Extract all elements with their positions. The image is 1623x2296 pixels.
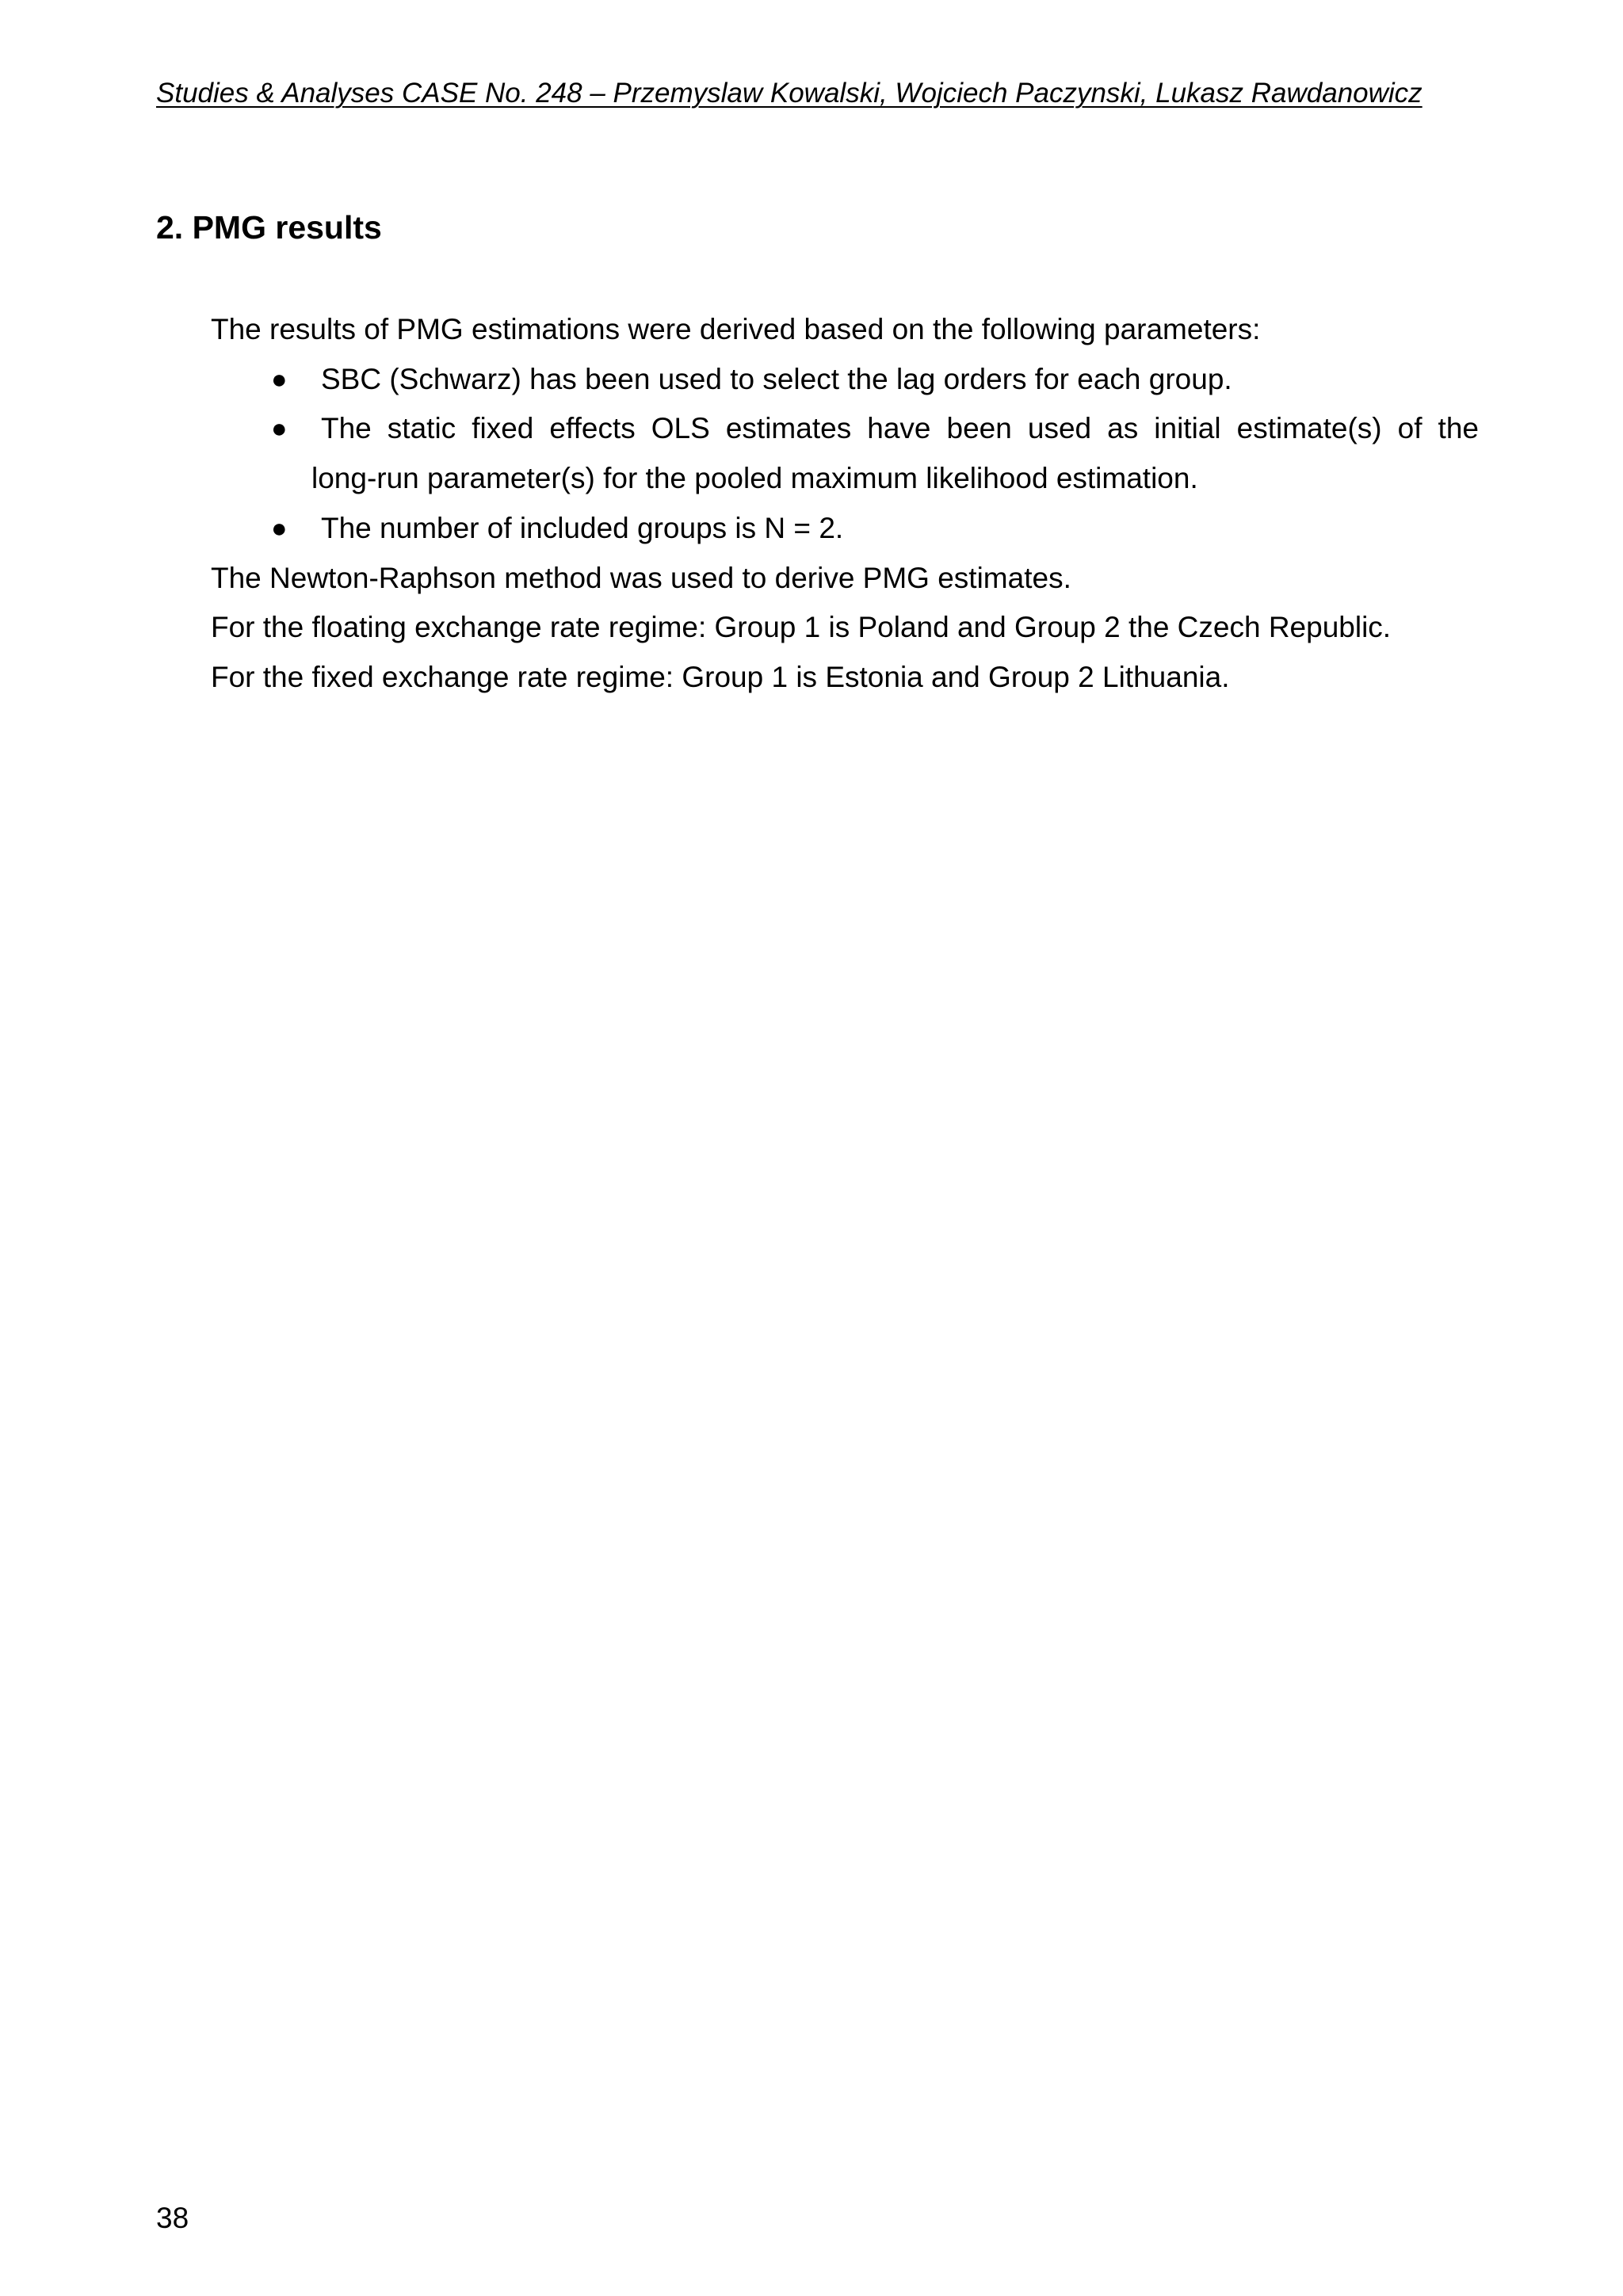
list-item	[211, 504, 1479, 554]
parameter-list	[211, 355, 1479, 554]
running-header: Studies & Analyses CASE No. 248 – Przemyslaw Kowalski, Wojciech Paczynski, Lukasz Rawdanowicz	[156, 78, 1423, 109]
section-heading: 2. PMG results	[156, 209, 382, 246]
list-item-text: SBC (Schwarz) has been used to select the lag orders for each group.	[321, 362, 1232, 395]
bullet-icon: ●	[271, 364, 288, 395]
floating-regime-paragraph: For the floating exchange rate regime: Group 1 is Poland and Group 2 the Czech Republic.	[211, 611, 1392, 644]
list-item	[211, 355, 1479, 405]
method-paragraph: The Newton-Raphson method was used to derive PMG estimates.	[211, 561, 1071, 594]
list-item	[211, 404, 1479, 503]
intro-paragraph: The results of PMG estimations were derived based on the following parameters:	[211, 313, 1261, 345]
list-item-continuation: long-run parameter(s) for the pooled maximum likelihood estimation.	[311, 462, 1198, 495]
list-item-text: The number of included groups is N = 2.	[321, 511, 844, 544]
page-number: 38	[156, 2202, 189, 2234]
bullet-icon: ●	[271, 414, 288, 444]
list-item-text: The static fixed effects OLS estimates have been used as initial estimate(s) of the	[321, 412, 1479, 445]
section-body	[211, 305, 1479, 703]
bullet-icon: ●	[271, 513, 288, 543]
fixed-regime-paragraph: For the fixed exchange rate regime: Group 1 is Estonia and Group 2 Lithuania.	[211, 660, 1230, 693]
